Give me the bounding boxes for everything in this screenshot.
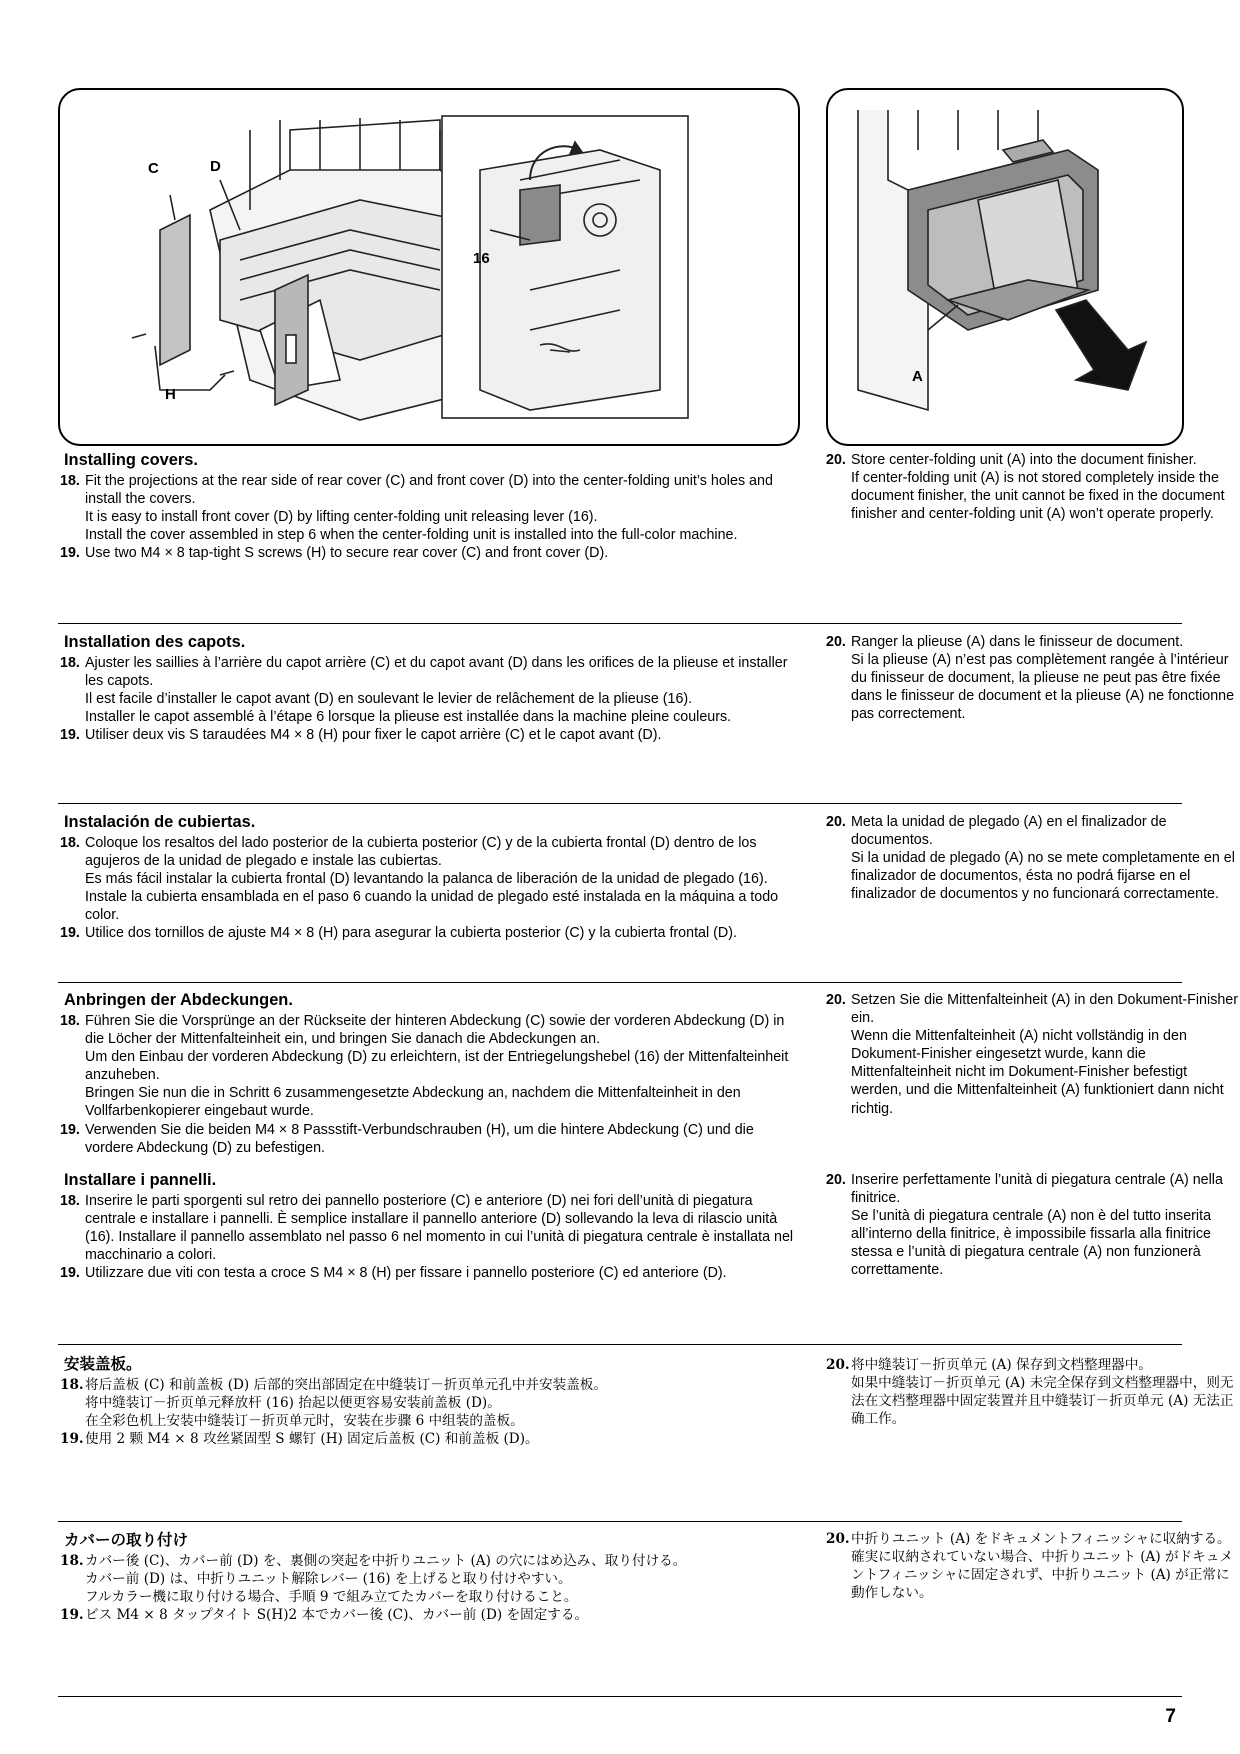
- section-title: Installare i pannelli.: [64, 1171, 217, 1189]
- section-title: 安装盖板。: [64, 1354, 142, 1373]
- label-16: 16: [473, 250, 490, 267]
- divider: [58, 1521, 1182, 1522]
- step-19: 19. Utilice dos tornillos de ajuste M4 × 8 (H) para asegurar la cubierta posterior (C) y la cubierta frontal (D).: [60, 925, 737, 942]
- step-20: 20. Inserire perfettamente l’unità di piegatura centrale (A) nella finitrice. Se l’unità di piegatura centrale (A) non è del tutto inserita all’interno della finitrice, è impossibile fissarla alla finitrice stessa e l’unità di piegatura centrale (A) non funzionerà correttamente.: [826, 1172, 1223, 1279]
- section-title: Installation des capots.: [64, 633, 246, 651]
- figure-cover-installation: [58, 88, 800, 446]
- step-18: 18. Coloque los resaltos del lado posterior de la cubierta posterior (C) y de la cubierta frontal (D) dentro de los agujeros de la unidad de plegado e instale las cubiertas. Es más fácil instalar la cubierta frontal (D) levantando la palanca de liberación de la unidad de plegado (16). Instale la cubierta ensamblada en el paso 6 cuando la unidad de plegado esté instalada en la máquina a todo color.: [60, 835, 779, 924]
- finisher-storage-illustration: [828, 90, 1182, 444]
- divider: [58, 982, 1182, 983]
- page-number: 7: [1165, 1706, 1176, 1727]
- step-19: 19. Utilizzare due viti con testa a croce S M4 × 8 (H) per fissare i pannello posteriore (C) ed anteriore (D).: [60, 1265, 727, 1282]
- section-title: Installing covers.: [64, 451, 198, 469]
- step-19: 19. ビス M4 × 8 タップタイト S(H)2 本でカバー後 (C)、カバー前 (D) を固定する。: [60, 1607, 589, 1623]
- step-20: 20. 中折りユニット (A) をドキュメントフィニッシャに収納する。 確実に収納されていない場合、中折りユニット (A) がドキュメントフィニッシャに固定されず、中折りユニット (A) が正常に動作しない。: [826, 1531, 1233, 1601]
- step-20: 20. Store center-folding unit (A) into the document finisher. If center-folding unit (A) is not stored completely inside the document finisher, the unit cannot be fixed in the document finisher and center-folding unit (A) won’t operate properly.: [826, 452, 1225, 523]
- step-19: 19. 使用 2 颗 M4 × 8 攻丝紧固型 S 螺钉 (H) 固定后盖板 (C) 和前盖板 (D)。: [60, 1431, 539, 1447]
- step-18: 18. 将后盖板 (C) 和前盖板 (D) 后部的突出部固定在中缝装订－折页单元孔中并安装盖板。 将中缝装订－折页单元释放杆 (16) 抬起以便更容易安装前盖板 (D)。 在全彩色机上安装中缝装订－折页单元时，安装在步骤 6 中组装的盖板。: [60, 1377, 607, 1429]
- step-20: 20. Setzen Sie die Mittenfalteinheit (A) in den Dokument-Finisher ein. Wenn die Mittenfalteinheit (A) nicht vollständig in den Dokument-Finisher eingesetzt wurde, kann die Mittenfalteinheit nicht im Dokument-Finisher befestigt werden, und die Mittenfalteinheit (A) funktioniert dann nicht richtig.: [826, 992, 1239, 1117]
- label-c: C: [148, 160, 159, 177]
- step-20: 20. Ranger la plieuse (A) dans le finisseur de document. Si la plieuse (A) n’est pas complètement rangée à l’intérieur du finisseur de document, la plieuse ne peut pas être fixée dans le finisseur de document et la plieuse (A) ne fonctionne pas correctement.: [826, 634, 1235, 723]
- step-18: 18. Führen Sie die Vorsprünge an der Rückseite der hinteren Abdeckung (C) sowie der vorderen Abdeckung (D) in die Löcher der Mittenfalteinheit ein, und bringen Sie danach die Abdeckungen an. Um den Einbau der vorderen Abdeckung (D) zu erleichtern, ist der Entriegelungshebel (16) der Mittenfalteinheit anzuheben. Bringen Sie nun die in Schritt 6 zusammengesetzte Abdeckung an, nachdem die Mittenfalteinheit in den Vollfarbenkopierer eingebaut wurde.: [60, 1013, 789, 1120]
- divider: [58, 623, 1182, 624]
- step-18: 18. カバー後 (C)、カバー前 (D) を、裏側の突起を中折りユニット (A) の穴にはめ込み、取り付ける。 カバー前 (D) は、中折りユニット解除レバー (16) を上げると取り付けやすい。 フルカラー機に取り付ける場合、手順 9 で組み立てたカバーを取り付けること。: [60, 1553, 687, 1605]
- footer-rule: [58, 1696, 1182, 1697]
- label-d: D: [210, 158, 221, 175]
- label-h: H: [165, 386, 176, 403]
- divider: [58, 803, 1182, 804]
- step-19: 19. Utiliser deux vis S taraudées M4 × 8 (H) pour fixer le capot arrière (C) et le capot avant (D).: [60, 727, 662, 744]
- step-20: 20. Meta la unidad de plegado (A) en el finalizador de documentos. Si la unidad de plegado (A) no se mete completamente en el finalizador de documentos, ésta no podrá fijarse en el finalizador de documentos y no funcionará correctamente.: [826, 814, 1235, 903]
- section-title: Instalación de cubiertas.: [64, 813, 256, 831]
- divider: [58, 1344, 1182, 1345]
- step-20: 20. 将中缝装订－折页单元 (A) 保存到文档整理器中。 如果中缝装订－折页单元 (A) 未完全保存到文档整理器中，则无法在文档整理器中固定装置并且中缝装订－折页单元 (A) 无法正确工作。: [826, 1357, 1234, 1427]
- section-title: Anbringen der Abdeckungen.: [64, 991, 293, 1009]
- step-19: 19. Use two M4 × 8 tap-tight S screws (H) to secure rear cover (C) and front cover (D).: [60, 545, 609, 562]
- label-a: A: [912, 368, 923, 385]
- section-title: カバーの取り付け: [64, 1530, 189, 1549]
- figure-finisher-storage: [826, 88, 1184, 446]
- step-18: 18. Fit the projections at the rear side of rear cover (C) and front cover (D) into the center-folding unit’s holes and install the covers. It is easy to install front cover (D) by lifting center-folding unit releasing lever (16). Install the cover assembled in step 6 when the center-folding unit is installed into the full-color machine.: [60, 473, 773, 544]
- step-18: 18. Ajuster les saillies à l’arrière du capot arrière (C) et du capot avant (D) dans les orifices de la plieuse et installer les capots. Il est facile d’installer le capot avant (D) en soulevant le levier de relâchement de la plieuse (16). Installer le capot assemblé à l’étape 6 lorsque la plieuse est installée dans la machine pleine couleurs.: [60, 655, 788, 726]
- step-18: 18. Inserire le parti sporgenti sul retro dei pannello posteriore (C) e anteriore (D) nei fori dell’unità di piegatura centrale e installare i pannelli. È semplice installare il pannello anteriore (D) sollevando la leva di rilascio unità (16). Installare il pannello assemblato nel passo 6 nel momento in cui l’unità di piegatura centrale è installata nel macchinario a colori.: [60, 1193, 794, 1264]
- step-19: 19. Verwenden Sie die beiden M4 × 8 Passstift-Verbundschrauben (H), um die hintere Abdeckung (C) und die vordere Abdeckung (D) zu befestigen.: [60, 1121, 754, 1156]
